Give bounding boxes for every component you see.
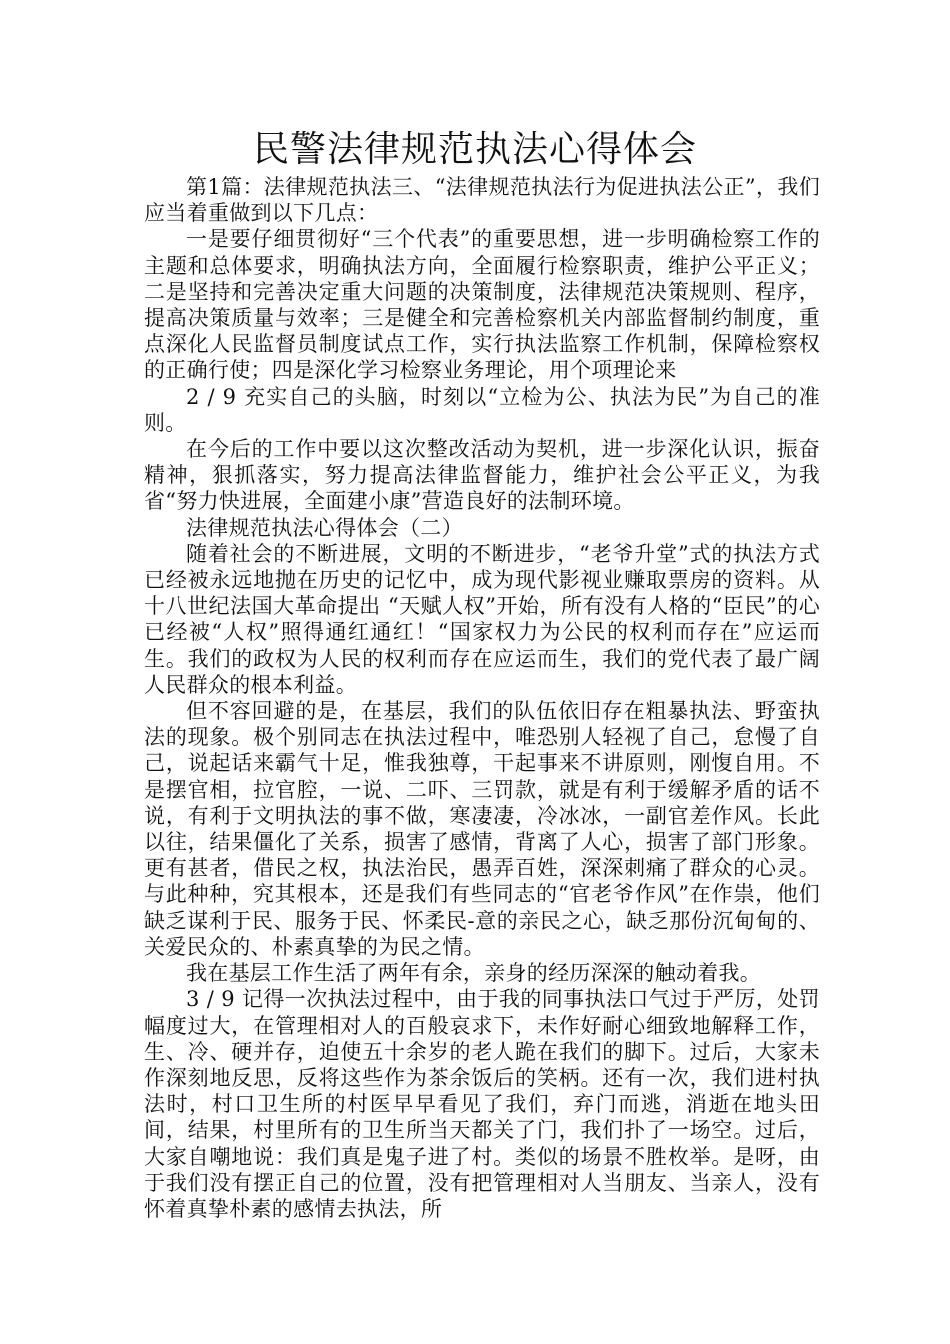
paragraph: 随着社会的不断进展，文明的不断进步，“老爷升堂”式的执法方式已经被永远地抛在历史的记忆中，成为现代影视业赚取票房的资料。从十八世纪法国大革命提出 “天赋人权”开始，所有没有人格的“臣民”的心已经被“人权”照得通红通红！“国家权力为公民的权利而存在”应运而生。我们的政权为人民的权利而存在应运而生，我们的党代表了最广阔人民群众的根本利益。 bbox=[144, 541, 820, 697]
paragraph: 3 / 9 记得一次执法过程中，由于我的同事执法口气过于严厉，处罚幅度过大，在管理相对人的百般哀求下，未作好耐心细致地解释工作，生、冷、硬并存，迫使五十余岁的老人跪在我们的脚下。过后，大家未作深刻地反思，反将这些作为茶余饭后的笑柄。还有一次，我们进村执法时，村口卫生所的村医早早看见了我们，弃门而逃，消逝在地头田间，结果，村里所有的卫生所当天都关了门，我们扑了一场空。过后，大家自嘲地说：我们真是鬼子进了村。类似的场景不胜枚举。是呀，由于我们没有摆正自己的位置，没有把管理相对人当朋友、当亲人，没有怀着真挚朴素的感情去执法，所 bbox=[144, 987, 820, 1221]
paragraph: 我在基层工作生活了两年有余，亲身的经历深深的触动着我。 bbox=[186, 961, 762, 986]
paragraph: 2 / 9 充实自己的头脑，时刻以“立检为公、执法为民”为自己的准则。 bbox=[144, 384, 820, 435]
paragraph: 一是要仔细贯彻好“三个代表”的重要思想，进一步明确检察工作的主题和总体要求，明确执法方向，全面履行检察职责，维护公平正义；二是坚持和完善决定重大问题的决策制度，法律规范决策规则、程序，提高决策质量与效率；三是健全和完善检察机关内部监督制约制度，重点深化人民监督员制度试点工作，实行执法监察工作机制，保障检察权的正确行使；四是深化学习检察业务理论，用个项理论来 bbox=[144, 227, 820, 383]
paragraph: 在今后的工作中要以这次整改活动为契机，进一步深化认识，振奋精神，狠抓落实，努力提高法律监督能力，维护社会公平正义，为我省“努力快进展，全面建小康”营造良好的法制环境。 bbox=[144, 437, 820, 514]
document-title: 民警法律规范执法心得体会 bbox=[252, 129, 697, 170]
paragraph: 第1篇：法律规范执法三、“法律规范执法行为促进执法公正”，我们应当着重做到以下几点： bbox=[144, 175, 820, 226]
paragraph: 但不容回避的是，在基层，我们的队伍依旧存在粗暴执法、野蛮执法的现象。极个别同志在执法过程中，唯恐别人轻视了自己，怠慢了自己，说起话来霸气十足，惟我独尊，干起事来不讲原则，刚愎自用。不是摆官相，拉官腔，一说、二吓、三罚款，就是有利于缓解矛盾的话不说，有利于文明执法的事不做，寒凄凄，冷冰冰，一副官差作风。长此以往，结果僵化了关系，损害了感情，背离了人心，损害了部门形象。更有甚者，借民之权，执法治民，愚弄百姓，深深刺痛了群众的心灵。与此种种，究其根本，还是我们有些同志的“官老爷作风”在作祟，他们缺乏谋利于民、服务于民、怀柔民-意的亲民之心，缺乏那份沉甸甸的、关爱民众的、朴素真挚的为民之情。 bbox=[144, 699, 820, 959]
section-heading: 法律规范执法心得体会（二） bbox=[186, 515, 463, 540]
document-body bbox=[144, 174, 820, 1222]
